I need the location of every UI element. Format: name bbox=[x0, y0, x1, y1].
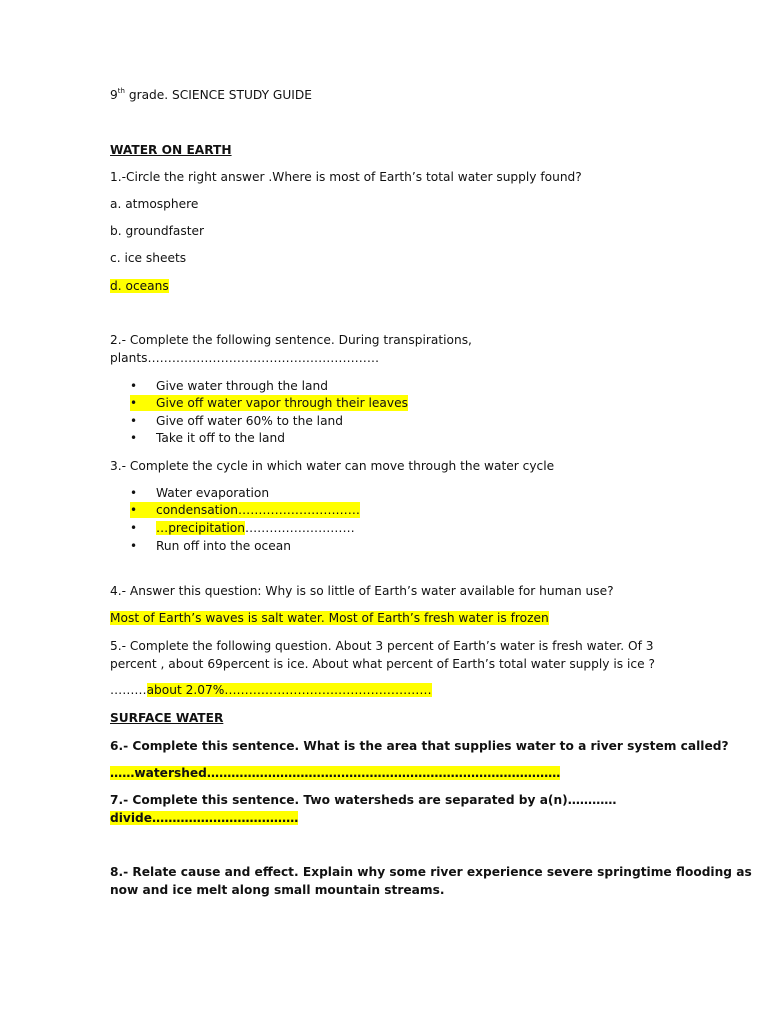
question-1-option-c: c. ice sheets bbox=[110, 251, 187, 265]
highlighted-answer: condensation………………………… bbox=[156, 503, 360, 517]
bullet-icon: • bbox=[130, 414, 138, 428]
question-2-prompt-line-1: 2.- Complete the following sentence. During transpirations, bbox=[110, 333, 472, 347]
question-1-option-b: b. groundfaster bbox=[110, 224, 205, 238]
question-1-prompt: 1.-Circle the right answer .Where is most of Earth’s total water supply found? bbox=[110, 170, 582, 184]
question-5-prompt-line-1: 5.- Complete the following question. About 3 percent of Earth’s water is fresh water. Of 3 bbox=[110, 639, 654, 653]
title-text: grade. SCIENCE STUDY GUIDE bbox=[124, 88, 312, 102]
highlighted-answer: Most of Earth’s waves is salt water. Most of Earth’s fresh water is frozen bbox=[110, 611, 549, 625]
question-4-answer bbox=[110, 610, 549, 626]
question-1-option-d bbox=[110, 278, 169, 294]
question-6-answer bbox=[110, 765, 560, 781]
question-7-prompt: 7.- Complete this sentence. Two watersheds are separated by a(n)………… bbox=[110, 793, 617, 807]
question-5-prompt-line-2: percent , about 69percent is ice. About what percent of Earth’s total water supply is ice ? bbox=[110, 657, 655, 671]
bullet-icon: • bbox=[130, 539, 138, 553]
bullet-icon: • bbox=[130, 502, 156, 518]
grade-suffix: th bbox=[117, 86, 125, 95]
highlighted-answer: divide……………………………… bbox=[110, 811, 299, 825]
highlighted-answer: about 2.07%…………………………………………… bbox=[146, 683, 432, 697]
highlighted-answer: …precipitation bbox=[156, 521, 245, 535]
question-8-line-2: now and ice melt along small mountain streams. bbox=[110, 883, 445, 897]
bullet-icon: • bbox=[130, 486, 138, 500]
highlighted-answer: Give off water vapor through their leaves bbox=[156, 396, 408, 410]
grade-number: 9 bbox=[110, 88, 118, 102]
question-1-option-a: a. atmosphere bbox=[110, 197, 199, 211]
question-4-prompt: 4.- Answer this question: Why is so little of Earth’s water available for human use? bbox=[110, 584, 614, 598]
question-2-prompt-line-2: plants………………………………………………… bbox=[110, 351, 380, 365]
bullet-icon: • bbox=[130, 431, 138, 445]
bullet-icon: • bbox=[130, 521, 138, 535]
question-3-prompt: 3.- Complete the cycle in which water can move through the water cycle bbox=[110, 459, 555, 473]
section-title-surface-water: SURFACE WATER bbox=[110, 711, 224, 725]
bullet-icon: • bbox=[130, 379, 138, 393]
section-title-water-on-earth: WATER ON EARTH bbox=[110, 143, 232, 157]
question-7-answer bbox=[110, 810, 298, 826]
highlighted-answer: ……watershed…………………………………………………………………………… bbox=[110, 766, 561, 780]
question-8-line-1: 8.- Relate cause and effect. Explain why some river experience severe springtime flooding as bbox=[110, 865, 752, 879]
bullet-icon: • bbox=[130, 395, 156, 411]
highlighted-answer: d. oceans bbox=[110, 279, 169, 293]
question-5-answer: ………about 2.07%…………………………………………… bbox=[110, 683, 432, 697]
question-6-prompt: 6.- Complete this sentence. What is the area that supplies water to a river system called? bbox=[110, 739, 729, 753]
page-title bbox=[110, 87, 312, 103]
